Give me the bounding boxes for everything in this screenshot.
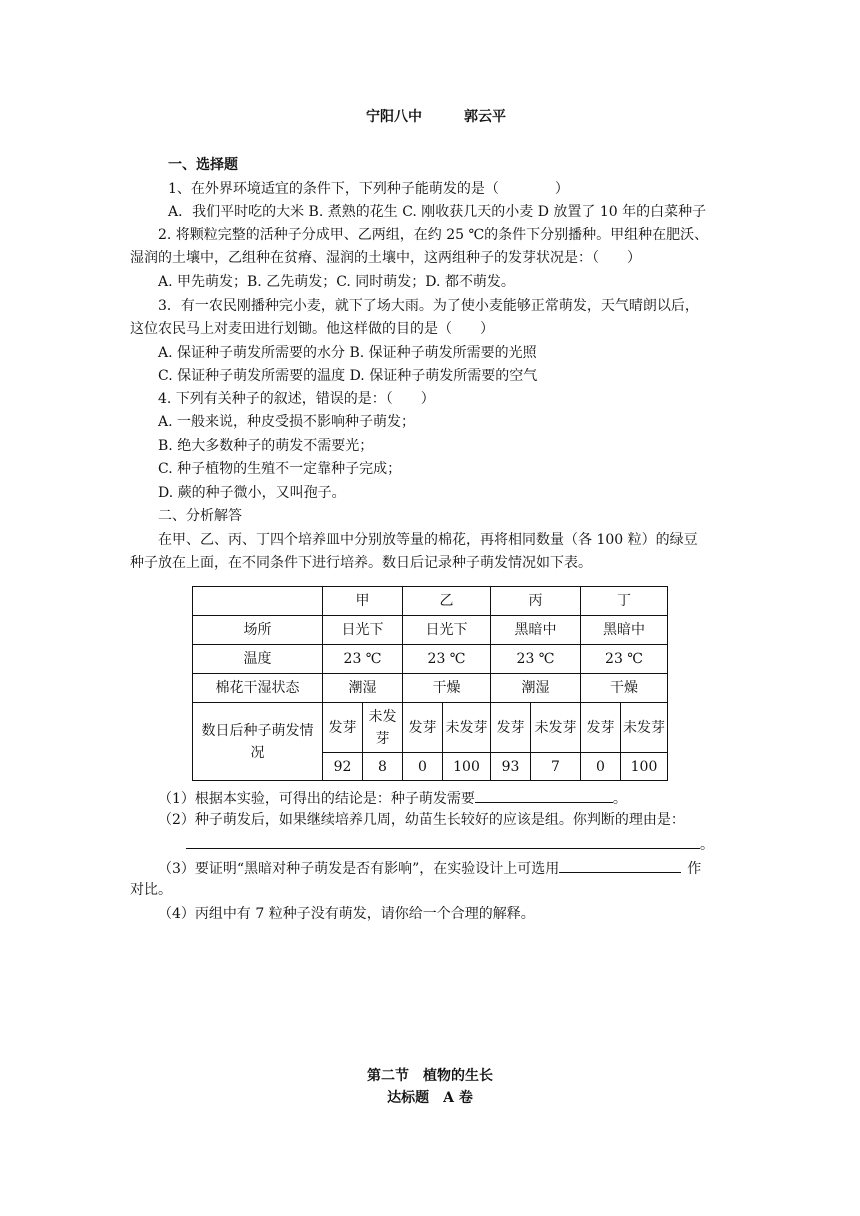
- count-cell: 93: [491, 753, 531, 781]
- section-heading: 第二节 植物的生长: [367, 1068, 493, 1084]
- table-corner-cell: [193, 587, 323, 616]
- analysis-question-2: （2）种子萌发后，如果继续培养几周，幼苗生长较好的应该是组。你判断的理由是：: [158, 812, 685, 828]
- question-1-options: A．我们平时吃的大米 B. 煮熟的花生 C. 刚收获几天的小麦 D 放置了 10 年的白菜种子: [168, 204, 707, 220]
- table-cell: 日光下: [403, 616, 491, 645]
- analysis-question-1-text: （1）根据本实验，可得出的结论是：种子萌发需要: [158, 791, 475, 807]
- table-cell: 23 ℃: [403, 645, 491, 674]
- row-label-temperature: 温度: [193, 645, 323, 674]
- count-cell: 7: [531, 753, 581, 781]
- table-cell: 干燥: [581, 674, 668, 703]
- table-cell: 潮湿: [491, 674, 581, 703]
- analysis-question-2-end: 。: [700, 837, 714, 853]
- question-3-options-ab: A. 保证种子萌发所需要的水分 B. 保证种子萌发所需要的光照: [158, 345, 537, 361]
- analysis-intro-line1: 在甲、乙、丙、丁四个培养皿中分别放等量的棉花，再将相同数量（各 100 粒）的绿豆: [158, 532, 698, 548]
- question-2-options: A. 甲先萌发；B. 乙先萌发；C. 同时萌发；D. 都不萌发。: [158, 274, 515, 290]
- sub-header-not-sprouted: 未发芽: [443, 703, 491, 753]
- question-3-options-cd: C. 保证种子萌发所需要的温度 D. 保证种子萌发所需要的空气: [158, 368, 538, 384]
- count-cell: 0: [403, 753, 443, 781]
- section-title-analysis: 二、分析解答: [158, 508, 242, 524]
- analysis-question-4: （4）丙组中有 7 粒种子没有萌发，请你给一个合理的解释。: [158, 906, 535, 922]
- sub-header-not-sprouted: 未发芽: [531, 703, 581, 753]
- table-cell: 23 ℃: [323, 645, 403, 674]
- question-2-line2: 湿润的土壤中，乙组种在贫瘠、湿润的土壤中，这两组种子的发芽状况是：（ ）: [130, 250, 641, 266]
- question-3-line2: 这位农民马上对麦田进行划锄。他这样做的目的是（ ）: [130, 321, 494, 337]
- sub-header-not-sprouted: 未发芽: [621, 703, 668, 753]
- sub-header-sprouted: 发芽: [581, 703, 621, 753]
- analysis-question-3-tail: 作: [687, 861, 702, 877]
- analysis-question-1: [158, 788, 627, 808]
- sub-header-not-sprouted: 未发芽: [363, 703, 403, 753]
- question-1-stem: 1、在外界环境适宜的条件下，下列种子能萌发的是（ ）: [168, 181, 569, 197]
- section-title-choice: 一、选择题: [168, 157, 238, 173]
- sub-header-sprouted: 发芽: [323, 703, 363, 753]
- answer-blank-3[interactable]: [559, 858, 681, 873]
- count-cell: 0: [581, 753, 621, 781]
- sub-header-sprouted: 发芽: [403, 703, 443, 753]
- question-4-option-a: A. 一般来说，种皮受损不影响种子萌发；: [158, 414, 416, 430]
- row-label-location: 场所: [193, 616, 323, 645]
- count-cell: 92: [323, 753, 363, 781]
- question-4-option-b: B. 绝大多数种子的萌发不需要光；: [158, 438, 374, 454]
- school-name: 宁阳八中: [366, 109, 422, 125]
- table-cell: 黑暗中: [491, 616, 581, 645]
- question-4-stem: 4. 下列有关种子的叙述，错误的是：（ ）: [158, 391, 435, 407]
- answer-blank-1[interactable]: [475, 788, 613, 803]
- table-cell: 日光下: [323, 616, 403, 645]
- count-cell: 100: [621, 753, 668, 781]
- analysis-question-1-end: 。: [612, 791, 627, 807]
- table-cell: 23 ℃: [491, 645, 581, 674]
- analysis-question-3: [158, 858, 701, 878]
- row-label-result: 数日后种子萌发情况: [193, 703, 323, 781]
- analysis-intro-line2: 种子放在上面，在不同条件下进行培养。数日后记录种子萌发情况如下表。: [130, 555, 592, 571]
- count-cell: 100: [443, 753, 491, 781]
- group-header: 丙: [491, 587, 581, 616]
- sub-header-sprouted: 发芽: [491, 703, 531, 753]
- table-cell: 潮湿: [323, 674, 403, 703]
- analysis-question-3-line2: 对比。: [130, 882, 172, 898]
- question-3-line1: 3．有一农民刚播种完小麦，就下了场大雨。为了使小麦能够正常萌发，天气晴朗以后，: [158, 298, 699, 314]
- count-cell: 8: [363, 753, 403, 781]
- question-4-option-d: D. 蕨的种子微小，又叫孢子。: [158, 485, 346, 501]
- group-header: 乙: [403, 587, 491, 616]
- question-4-option-c: C. 种子植物的生殖不一定靠种子完成；: [158, 461, 402, 477]
- author-name: 郭云平: [464, 109, 506, 125]
- row-label-moisture: 棉花干湿状态: [193, 674, 323, 703]
- answer-blank-2[interactable]: [186, 834, 700, 849]
- group-header: 丁: [581, 587, 668, 616]
- table-cell: 黑暗中: [581, 616, 668, 645]
- analysis-question-3-text: （3）要证明“黑暗对种子萌发是否有影响”，在实验设计上可选用: [158, 861, 560, 877]
- germination-table: [192, 586, 668, 781]
- table-cell: 干燥: [403, 674, 491, 703]
- question-2-line1: 2. 将颗粒完整的活种子分成甲、乙两组，在约 25 ℃的条件下分别播种。甲组种在肥沃、: [158, 227, 709, 243]
- analysis-question-2-answer: [186, 834, 714, 854]
- table-cell: 23 ℃: [581, 645, 668, 674]
- group-header: 甲: [323, 587, 403, 616]
- section-subheading: 达标题 A 卷: [387, 1090, 473, 1106]
